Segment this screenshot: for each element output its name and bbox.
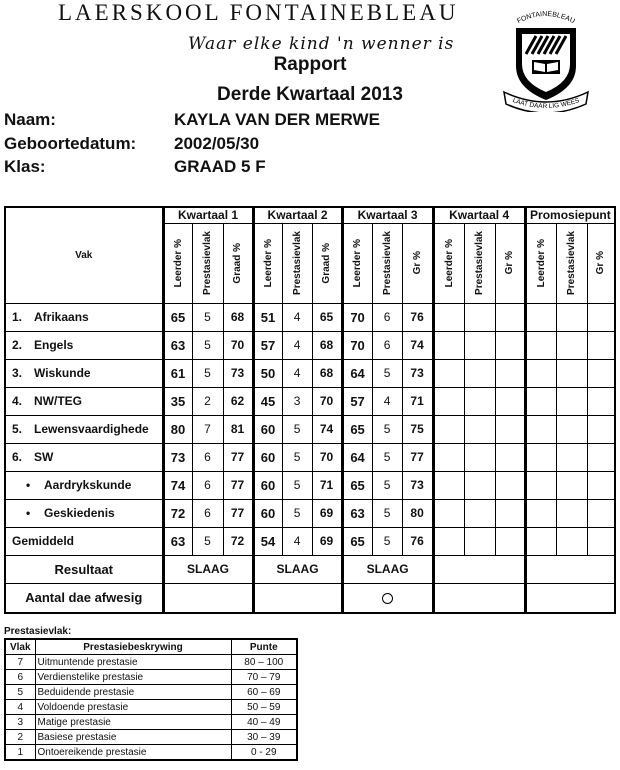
grade-cell: 77 xyxy=(402,443,433,471)
grade-cell: 54 xyxy=(253,527,282,555)
empty-grade-cell xyxy=(464,471,495,499)
grade-cell: 57 xyxy=(253,331,282,359)
grade-cell: 73 xyxy=(223,359,253,387)
grade-cell: 63 xyxy=(163,527,192,555)
legend-level: 5 xyxy=(5,685,35,700)
column-subheader xyxy=(587,223,615,303)
column-subheader-label: Leerder % xyxy=(352,238,364,288)
column-subheader xyxy=(556,223,587,303)
quarter-header: Kwartaal 1 xyxy=(163,207,253,223)
grade-cell: 5 xyxy=(192,527,223,555)
grade-cell: 57 xyxy=(342,387,372,415)
grade-cell: 63 xyxy=(163,331,192,359)
dob-value: 2002/05/30 xyxy=(174,134,260,153)
legend-description: Matige prestasie xyxy=(35,715,231,730)
grade-cell: 68 xyxy=(223,303,253,331)
subject-cell xyxy=(5,415,163,443)
legend-level: 4 xyxy=(5,700,35,715)
subject-cell xyxy=(5,303,163,331)
absent-value xyxy=(525,583,615,613)
empty-grade-cell xyxy=(433,499,464,527)
subject-number: 2. xyxy=(12,338,23,352)
subject-name: SW xyxy=(34,450,54,464)
subject-cell xyxy=(5,331,163,359)
legend-header: Vlak xyxy=(5,639,35,655)
absent-value xyxy=(433,583,525,613)
empty-grade-cell xyxy=(464,387,495,415)
legend-level: 1 xyxy=(5,745,35,761)
empty-grade-cell xyxy=(433,415,464,443)
grade-cell: 6 xyxy=(372,303,402,331)
grade-cell: 5 xyxy=(372,443,402,471)
subject-name: Afrikaans xyxy=(34,310,89,324)
table-row xyxy=(5,303,615,331)
subject-name: Lewensvaardighede xyxy=(34,422,149,436)
empty-grade-cell xyxy=(495,443,525,471)
grade-cell: 7 xyxy=(192,415,223,443)
report-title: Rapport xyxy=(273,54,347,75)
empty-grade-cell xyxy=(525,415,556,443)
grade-cell: 72 xyxy=(223,527,253,555)
subject-number: 1. xyxy=(12,310,23,324)
vak-header: Vak xyxy=(5,207,163,303)
column-subheader xyxy=(163,223,192,303)
grade-cell: 5 xyxy=(282,415,312,443)
grade-cell: 63 xyxy=(342,499,372,527)
grade-cell: 73 xyxy=(163,443,192,471)
result-label: Resultaat xyxy=(5,555,163,583)
grade-cell: 5 xyxy=(372,499,402,527)
result-empty xyxy=(433,555,525,583)
table-row xyxy=(5,527,615,555)
grade-cell: 60 xyxy=(253,499,282,527)
empty-grade-cell xyxy=(587,443,615,471)
empty-grade-cell xyxy=(556,387,587,415)
legend-description: Uitmuntende prestasie xyxy=(35,655,231,670)
empty-grade-cell xyxy=(525,527,556,555)
empty-grade-cell xyxy=(495,527,525,555)
subject-cell xyxy=(5,471,163,499)
legend-header: Prestasiebeskrywing xyxy=(35,639,231,655)
svg-text:FONTAINEBLEAU xyxy=(516,11,576,25)
empty-grade-cell xyxy=(433,443,464,471)
absent-value xyxy=(163,583,253,613)
absent-value xyxy=(342,583,433,613)
legend-points: 80 – 100 xyxy=(231,655,297,670)
grade-cell: 70 xyxy=(312,387,342,415)
grade-cell: 5 xyxy=(282,443,312,471)
empty-grade-cell xyxy=(464,303,495,331)
grade-cell: 64 xyxy=(342,359,372,387)
grade-cell: 2 xyxy=(192,387,223,415)
empty-grade-cell xyxy=(464,359,495,387)
column-subheader-label: Leerder % xyxy=(262,238,274,288)
grade-cell: 5 xyxy=(282,499,312,527)
empty-grade-cell xyxy=(556,471,587,499)
column-subheader xyxy=(223,223,253,303)
grade-cell: 71 xyxy=(312,471,342,499)
subject-number: 5. xyxy=(12,422,23,436)
subject-cell xyxy=(5,387,163,415)
empty-grade-cell xyxy=(433,303,464,331)
column-subheader-label: Prestasievlak xyxy=(202,231,213,295)
empty-grade-cell xyxy=(587,331,615,359)
grade-cell: 50 xyxy=(253,359,282,387)
grade-cell: 80 xyxy=(402,499,433,527)
empty-grade-cell xyxy=(464,443,495,471)
grade-cell: 60 xyxy=(253,415,282,443)
subject-name: Engels xyxy=(34,338,74,352)
legend-row xyxy=(5,700,297,715)
grade-cell: 70 xyxy=(342,303,372,331)
column-subheader-label: Prestasievlak xyxy=(291,231,303,295)
column-subheader-label: Graad % xyxy=(321,242,333,284)
subject-name: Gemiddeld xyxy=(12,534,75,548)
legend-points: 30 – 39 xyxy=(231,730,297,745)
grade-cell: 45 xyxy=(253,387,282,415)
column-subheader xyxy=(342,223,372,303)
column-subheader-label: Graad % xyxy=(232,242,244,284)
grade-cell: 5 xyxy=(372,527,402,555)
legend-level: 6 xyxy=(5,670,35,685)
grade-cell: 77 xyxy=(223,443,253,471)
column-subheader xyxy=(495,223,525,303)
grade-cell: 64 xyxy=(342,443,372,471)
subject-name: Geskiedenis xyxy=(44,506,115,520)
empty-grade-cell xyxy=(587,499,615,527)
grade-cell: 5 xyxy=(192,303,223,331)
legend-points: 40 – 49 xyxy=(231,715,297,730)
column-subheader xyxy=(433,223,464,303)
grade-cell: 77 xyxy=(223,499,253,527)
grade-cell: 6 xyxy=(192,471,223,499)
grade-cell: 3 xyxy=(282,387,312,415)
legend-points: 0 - 29 xyxy=(231,745,297,761)
subject-name: NW/TEG xyxy=(34,394,82,408)
class-label: Klas: xyxy=(4,157,46,176)
crest-ribbon-text: LAAT DAAR LIG WEES xyxy=(511,97,581,111)
empty-grade-cell xyxy=(433,331,464,359)
column-subheader-label: Gr % xyxy=(504,251,516,275)
legend-points: 70 – 79 xyxy=(231,670,297,685)
absent-value xyxy=(253,583,342,613)
legend-header: Punte xyxy=(231,639,297,655)
column-subheader xyxy=(402,223,433,303)
legend-level: 7 xyxy=(5,655,35,670)
grades-table xyxy=(4,206,616,614)
grade-cell: 74 xyxy=(402,331,433,359)
grade-cell: 4 xyxy=(282,527,312,555)
grade-cell: 35 xyxy=(163,387,192,415)
legend-level: 3 xyxy=(5,715,35,730)
column-subheader-label: Prestasievlak xyxy=(566,231,578,295)
legend-points: 50 – 59 xyxy=(231,700,297,715)
empty-grade-cell xyxy=(495,359,525,387)
legend-description: Verdienstelike prestasie xyxy=(35,670,231,685)
legend-description: Basiese prestasie xyxy=(35,730,231,745)
subject-cell xyxy=(5,527,163,555)
empty-grade-cell xyxy=(587,359,615,387)
grade-cell: 65 xyxy=(342,527,372,555)
legend-row xyxy=(5,670,297,685)
grade-cell: 5 xyxy=(282,471,312,499)
name-label: Naam: xyxy=(4,110,56,129)
column-subheader-label: Gr % xyxy=(411,251,423,275)
legend-title: Prestasievlak: xyxy=(4,626,72,637)
column-subheader-label: Gr % xyxy=(595,251,607,275)
empty-grade-cell xyxy=(587,471,615,499)
grade-cell: 6 xyxy=(192,443,223,471)
empty-grade-cell xyxy=(495,415,525,443)
empty-grade-cell xyxy=(525,387,556,415)
legend-description: Beduidende prestasie xyxy=(35,685,231,700)
empty-grade-cell xyxy=(587,415,615,443)
empty-grade-cell xyxy=(495,303,525,331)
column-subheader-label: Leerder % xyxy=(443,238,455,288)
subject-cell xyxy=(5,443,163,471)
grade-cell: 72 xyxy=(163,499,192,527)
column-subheader xyxy=(525,223,556,303)
grade-cell: 61 xyxy=(163,359,192,387)
grade-cell: 75 xyxy=(402,415,433,443)
grade-cell: 5 xyxy=(192,359,223,387)
grade-cell: 69 xyxy=(312,499,342,527)
grade-cell: 68 xyxy=(312,359,342,387)
legend-row xyxy=(5,730,297,745)
table-row xyxy=(5,359,615,387)
grade-cell: 76 xyxy=(402,527,433,555)
empty-grade-cell xyxy=(556,359,587,387)
quarter-header: Kwartaal 4 xyxy=(433,207,525,223)
subject-number: 4. xyxy=(12,394,23,408)
empty-grade-cell xyxy=(587,387,615,415)
grade-cell: 74 xyxy=(163,471,192,499)
legend-points: 60 – 69 xyxy=(231,685,297,700)
grade-cell: 70 xyxy=(312,443,342,471)
table-row xyxy=(5,471,615,499)
column-subheader xyxy=(312,223,342,303)
grade-cell: 4 xyxy=(282,331,312,359)
column-subheader xyxy=(372,223,402,303)
column-subheader-label: Leerder % xyxy=(172,238,184,288)
grade-cell: 71 xyxy=(402,387,433,415)
empty-grade-cell xyxy=(556,303,587,331)
grade-cell: 5 xyxy=(372,471,402,499)
crest-top-text: FONTAINEBLEAU xyxy=(516,10,576,26)
quarter-header: Kwartaal 3 xyxy=(342,207,433,223)
grade-cell: 77 xyxy=(223,471,253,499)
quarter-header: Promosiepunt xyxy=(525,207,615,223)
subject-number: 3. xyxy=(12,366,23,380)
empty-grade-cell xyxy=(525,443,556,471)
hand-drawn-circle-mark xyxy=(382,593,393,604)
column-subheader-label: Prestasievlak xyxy=(381,231,393,295)
empty-grade-cell xyxy=(525,331,556,359)
empty-grade-cell xyxy=(433,387,464,415)
empty-grade-cell xyxy=(587,303,615,331)
grade-cell: 65 xyxy=(163,303,192,331)
empty-grade-cell xyxy=(525,499,556,527)
report-subtitle: Derde Kwartaal 2013 xyxy=(217,84,403,105)
grade-cell: 62 xyxy=(223,387,253,415)
legend-row xyxy=(5,745,297,761)
empty-grade-cell xyxy=(433,359,464,387)
subject-number: • xyxy=(26,506,31,520)
result-value: SLAAG xyxy=(253,555,342,583)
empty-grade-cell xyxy=(464,499,495,527)
empty-grade-cell xyxy=(464,331,495,359)
table-row xyxy=(5,443,615,471)
grade-cell: 4 xyxy=(282,303,312,331)
empty-grade-cell xyxy=(433,527,464,555)
grade-cell: 65 xyxy=(342,415,372,443)
legend-level: 2 xyxy=(5,730,35,745)
legend-description: Ontoereikende prestasie xyxy=(35,745,231,761)
legend-row xyxy=(5,685,297,700)
school-crest-logo xyxy=(496,4,596,112)
empty-grade-cell xyxy=(556,331,587,359)
legend-row xyxy=(5,655,297,670)
subject-name: Aardrykskunde xyxy=(44,478,132,492)
grade-cell: 73 xyxy=(402,471,433,499)
empty-grade-cell xyxy=(556,415,587,443)
grade-cell: 4 xyxy=(372,387,402,415)
empty-grade-cell xyxy=(587,527,615,555)
subject-name: Wiskunde xyxy=(34,366,91,380)
quarter-header: Kwartaal 2 xyxy=(253,207,342,223)
subject-cell xyxy=(5,359,163,387)
empty-grade-cell xyxy=(464,527,495,555)
legend-description: Voldoende prestasie xyxy=(35,700,231,715)
grade-cell: 5 xyxy=(372,415,402,443)
result-value: SLAAG xyxy=(342,555,433,583)
grade-cell: 60 xyxy=(253,471,282,499)
empty-grade-cell xyxy=(495,471,525,499)
column-subheader xyxy=(282,223,312,303)
grade-cell: 6 xyxy=(372,331,402,359)
grade-cell: 4 xyxy=(282,359,312,387)
grade-cell: 73 xyxy=(402,359,433,387)
subject-number: 6. xyxy=(12,450,23,464)
grade-cell: 6 xyxy=(192,499,223,527)
class-value: GRAAD 5 F xyxy=(174,157,266,176)
empty-grade-cell xyxy=(525,359,556,387)
empty-grade-cell xyxy=(556,527,587,555)
empty-grade-cell xyxy=(433,471,464,499)
name-value: KAYLA VAN DER MERWE xyxy=(174,110,380,129)
grade-cell: 65 xyxy=(342,471,372,499)
empty-grade-cell xyxy=(495,387,525,415)
legend-table xyxy=(4,638,298,761)
column-subheader xyxy=(192,223,223,303)
grade-cell: 74 xyxy=(312,415,342,443)
legend-row xyxy=(5,715,297,730)
empty-grade-cell xyxy=(556,443,587,471)
grade-cell: 68 xyxy=(312,331,342,359)
result-empty xyxy=(525,555,615,583)
empty-grade-cell xyxy=(525,471,556,499)
dob-label: Geboortedatum: xyxy=(4,134,137,153)
table-row xyxy=(5,499,615,527)
grade-cell: 70 xyxy=(342,331,372,359)
grade-cell: 5 xyxy=(372,359,402,387)
column-subheader xyxy=(253,223,282,303)
school-motto: Waar elke kind 'n wenner is xyxy=(188,34,455,54)
school-name: LAERSKOOL FONTAINEBLEAU xyxy=(58,0,459,25)
table-row xyxy=(5,415,615,443)
grade-cell: 76 xyxy=(402,303,433,331)
grade-cell: 60 xyxy=(253,443,282,471)
table-row xyxy=(5,387,615,415)
column-subheader-label: Leerder % xyxy=(535,238,547,288)
empty-grade-cell xyxy=(464,415,495,443)
empty-grade-cell xyxy=(525,303,556,331)
column-subheader xyxy=(464,223,495,303)
grade-cell: 80 xyxy=(163,415,192,443)
grade-cell: 65 xyxy=(312,303,342,331)
table-row xyxy=(5,331,615,359)
grade-cell: 70 xyxy=(223,331,253,359)
absent-label: Aantal dae afwesig xyxy=(5,583,163,613)
subject-number: • xyxy=(26,478,31,492)
empty-grade-cell xyxy=(495,331,525,359)
column-subheader-label: Prestasievlak xyxy=(474,231,486,295)
empty-grade-cell xyxy=(495,499,525,527)
result-value: SLAAG xyxy=(163,555,253,583)
grade-cell: 51 xyxy=(253,303,282,331)
grade-cell: 5 xyxy=(192,331,223,359)
grade-cell: 69 xyxy=(312,527,342,555)
grade-cell: 81 xyxy=(223,415,253,443)
empty-grade-cell xyxy=(556,499,587,527)
subject-cell xyxy=(5,499,163,527)
